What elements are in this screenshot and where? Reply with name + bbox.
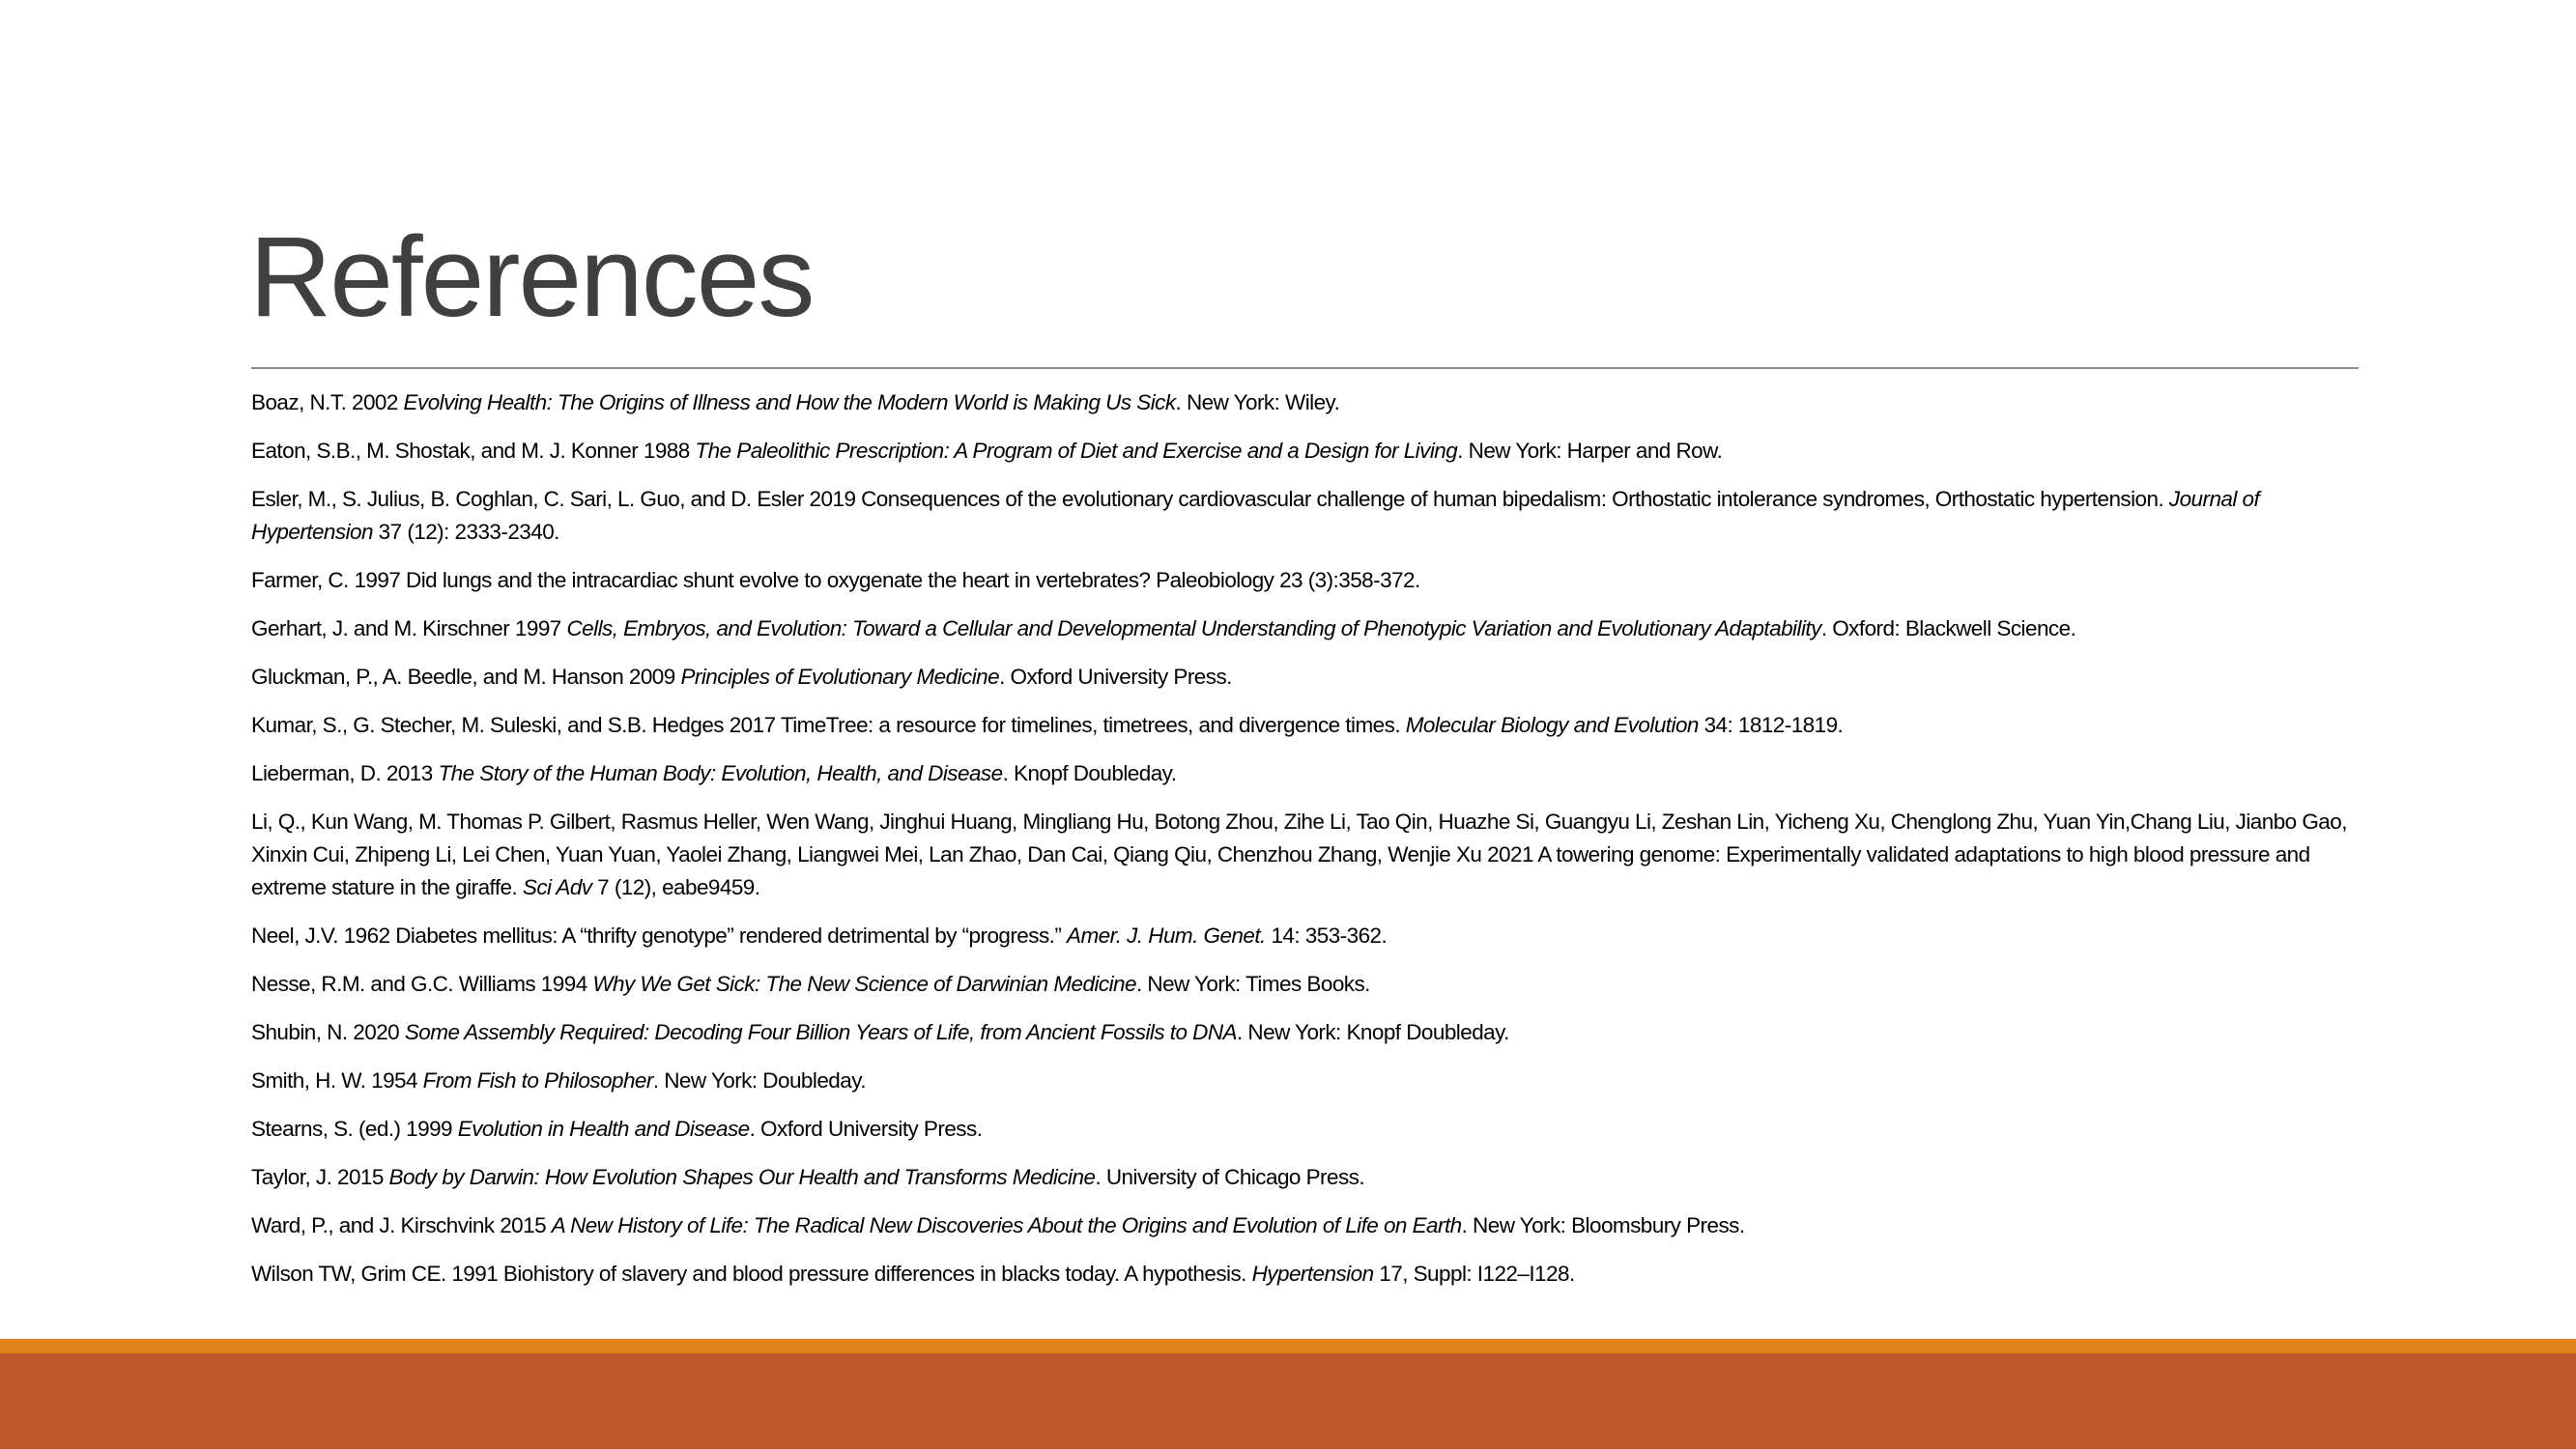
slide-title: References	[249, 213, 814, 341]
footer-band	[0, 1353, 2576, 1449]
ref-title: Evolving Health: The Origins of Illness and How the Modern World is Making Us Sick	[403, 390, 1176, 414]
ref-text: Kumar, S., G. Stecher, M. Suleski, and S.B. Hedges 2017 TimeTree: a resource for timelines, timetrees, and divergence times.	[251, 713, 1406, 737]
ref-text: Ward, P., and J. Kirschvink 2015	[251, 1213, 552, 1237]
reference-item	[251, 661, 2367, 694]
ref-title: Some Assembly Required: Decoding Four Billion Years of Life, from Ancient Fossils to DNA	[404, 1020, 1237, 1044]
ref-title: Body by Darwin: How Evolution Shapes Our Health and Transforms Medicine	[388, 1165, 1096, 1189]
ref-title: Evolution in Health and Disease	[457, 1117, 750, 1141]
ref-text: 7 (12), eabe9459.	[591, 875, 760, 899]
ref-title: Hypertension	[1251, 1262, 1374, 1286]
reference-item	[251, 1209, 2367, 1242]
ref-title: Cells, Embryos, and Evolution: Toward a Cellular and Developmental Understanding of Phenotypic Variation and Evolutionary Adaptability	[566, 616, 1821, 640]
ref-text: Wilson TW, Grim CE. 1991 Biohistory of slavery and blood pressure differences in blacks today. A hypothesis.	[251, 1262, 1252, 1286]
ref-text: 37 (12): 2333-2340.	[372, 520, 559, 544]
ref-text: . New York: Harper and Row.	[1457, 439, 1723, 463]
reference-item	[251, 806, 2367, 904]
ref-text: . New York: Wiley.	[1175, 390, 1340, 414]
ref-text: . New York: Doubleday.	[652, 1068, 866, 1093]
reference-item	[251, 612, 2367, 645]
ref-title: Molecular Biology and Evolution	[1405, 713, 1699, 737]
ref-text: Stearns, S. (ed.) 1999	[251, 1117, 458, 1141]
ref-title: Sci Adv	[522, 875, 592, 899]
footer-accent-band	[0, 1339, 2576, 1353]
ref-text: 17, Suppl: I122–I128.	[1373, 1262, 1575, 1286]
reference-item	[251, 968, 2367, 1001]
ref-text: Esler, M., S. Julius, B. Coghlan, C. Sari, L. Guo, and D. Esler 2019 Consequences of the evolutionary cardiovascular challenge of human bipedalism: Orthostatic intolerance syndromes, Orthostatic hypertension.	[251, 487, 2169, 511]
ref-text: 34: 1812-1819.	[1698, 713, 1844, 737]
reference-list	[251, 386, 2367, 1306]
ref-title: The Story of the Human Body: Evolution, Health, and Disease	[438, 761, 1003, 785]
ref-text: . Knopf Doubleday.	[1002, 761, 1177, 785]
ref-text: . Oxford: Blackwell Science.	[1820, 616, 2076, 640]
ref-title: From Fish to Philosopher	[422, 1068, 653, 1093]
reference-item	[251, 1113, 2367, 1146]
ref-text: Nesse, R.M. and G.C. Williams 1994	[251, 972, 593, 996]
ref-text: . University of Chicago Press.	[1095, 1165, 1365, 1189]
ref-text: Gerhart, J. and M. Kirschner 1997	[251, 616, 567, 640]
title-divider	[251, 367, 2359, 369]
ref-text: Gluckman, P., A. Beedle, and M. Hanson 2009	[251, 665, 681, 689]
reference-item	[251, 1016, 2367, 1049]
ref-text: . New York: Knopf Doubleday.	[1237, 1020, 1509, 1044]
ref-title: Why We Get Sick: The New Science of Darwinian Medicine	[592, 972, 1136, 996]
ref-text: Smith, H. W. 1954	[251, 1068, 423, 1093]
reference-item	[251, 1065, 2367, 1097]
ref-title: Journal of Hypertension	[251, 487, 2260, 544]
ref-title: The Paleolithic Prescription: A Program of Diet and Exercise and a Design for Living	[695, 439, 1458, 463]
reference-item	[251, 757, 2367, 790]
ref-text: Taylor, J. 2015	[251, 1165, 389, 1189]
reference-item	[251, 435, 2367, 468]
ref-text: . New York: Times Books.	[1135, 972, 1370, 996]
ref-text: Li, Q., Kun Wang, M. Thomas P. Gilbert, Rasmus Heller, Wen Wang, Jinghui Huang, Mingliang Hu, Botong Zhou, Zihe Li, Tao Qin, Huazhe Si, Guangyu Li, Zeshan Lin, Yicheng Xu, Chenglong Zhu, Yuan Yin,Chang Liu, Jianbo Gao, Xinxin Cui, Zhipeng Li, Lei Chen, Yuan Yuan, Yaolei Zhang, Liangwei Mei, Lan Zhao, Dan Cai, Qiang Qiu, Chenzhou Zhang, Wenjie Xu 2021 A towering genome: Experimentally validated adaptations to high blood pressure and extreme stature in the giraffe.	[251, 810, 2347, 899]
ref-title: A New History of Life: The Radical New Discoveries About the Origins and Evolution of Life on Earth	[551, 1213, 1462, 1237]
ref-text: 14: 353-362.	[1265, 923, 1388, 948]
ref-text: Shubin, N. 2020	[251, 1020, 405, 1044]
ref-text: Neel, J.V. 1962 Diabetes mellitus: A “thrifty genotype” rendered detrimental by “progress.”	[251, 923, 1068, 948]
reference-item	[251, 386, 2367, 419]
ref-text: . Oxford University Press.	[749, 1117, 983, 1141]
ref-title: Amer. J. Hum. Genet.	[1067, 923, 1266, 948]
reference-item	[251, 920, 2367, 952]
ref-text: . New York: Bloomsbury Press.	[1461, 1213, 1745, 1237]
ref-text: Farmer, C. 1997 Did lungs and the intracardiac shunt evolve to oxygenate the heart in vertebrates? Paleobiology 23 (3):358-372.	[251, 568, 1420, 592]
ref-text: Lieberman, D. 2013	[251, 761, 439, 785]
ref-text: Eaton, S.B., M. Shostak, and M. J. Konner 1988	[251, 439, 696, 463]
ref-text: . Oxford University Press.	[999, 665, 1232, 689]
ref-title: Principles of Evolutionary Medicine	[680, 665, 1000, 689]
ref-text: Boaz, N.T. 2002	[251, 390, 404, 414]
reference-item	[251, 483, 2367, 549]
reference-item	[251, 1161, 2367, 1194]
reference-item	[251, 564, 2367, 597]
reference-item	[251, 1258, 2367, 1291]
reference-item	[251, 709, 2367, 742]
